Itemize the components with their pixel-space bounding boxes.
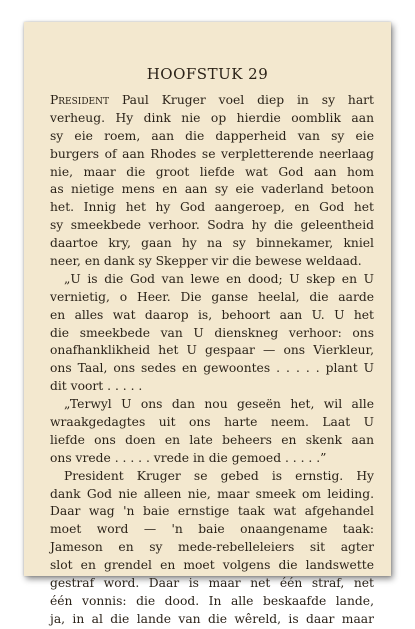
text-line: neer, en dank sy Skepper vir die bewese weldaad. — [50, 254, 362, 269]
chapter-heading: HOOFSTUK 29 — [146, 65, 269, 83]
text-line: dank God nie alleen nie, maar smeek om leiding. — [50, 486, 374, 501]
text-line: nie, maar die groot liefde wat God aan hom — [50, 164, 374, 179]
text-line: President Kruger se gebed is ernstig. Hy — [64, 468, 374, 483]
book-page — [24, 22, 391, 626]
text-line: verheug. Hy dink nie op hierdie oomblik aan — [50, 110, 374, 125]
text-line: vernietig, o Heer. Die ganse heelal, die aarde — [50, 289, 374, 304]
text-line: slot en grendel en moet volgens die landswette — [50, 558, 374, 573]
text-line: het. Innig het hy God aangeroep, en God het — [50, 200, 374, 215]
text-line: dit voort . . . . . — [50, 379, 143, 394]
text-line-first — [50, 92, 374, 110]
text-line: één vonnis: die dood. In alle beskaafde lande, — [50, 593, 374, 608]
text-line: as nietige mens en aan sy eie vaderland betoon — [50, 182, 374, 197]
text-line: onafhanklikheid het U gespaar — ons Vierkleur, — [50, 343, 374, 358]
text-line: liefde ons doen en late beheers en skenk aan — [50, 432, 374, 447]
text-line: burgers of aan Rhodes se verpletterende neerlaag — [50, 146, 374, 161]
text-line: „U is die God van lewe en dood; U skep en U — [64, 271, 374, 286]
text-line-first-rest: Paul Kruger voel diep in sy hart — [121, 93, 374, 107]
text-line: moet word — 'n baie onaangename taak: — [50, 522, 374, 537]
text-lines — [50, 110, 374, 629]
text-line: gestraf word. Daar is maar net één straf, net — [50, 576, 374, 591]
text-line: ons Taal, ons sedes en gewoontes . . . . . plant U — [50, 361, 374, 376]
text-line: sy eie roem, aan die dapperheid van sy eie — [50, 128, 374, 143]
text-line: Daar wag 'n baie ernstige taak wat afgehandel — [50, 504, 374, 519]
page-body-text — [50, 92, 374, 629]
text-line: sy smeekbede verhoor. Sodra hy die geleentheid — [50, 218, 374, 233]
text-line: ja, in al die lande van die wêreld, is daar maar — [50, 611, 374, 626]
first-word: President — [50, 93, 110, 107]
text-line: „Terwyl U ons dan nou geseën het, wil alle — [64, 397, 374, 412]
text-line: Jameson en sy mede-rebelleleiers sit agter — [50, 540, 374, 555]
text-line: die smeekbede van U dienskneg verhoor: ons — [50, 325, 374, 340]
text-line: wraakgedagtes uit ons harte neem. Laat U — [50, 415, 374, 430]
text-line: daartoe kry, gaan hy na sy binnekamer, kniel — [50, 236, 374, 251]
text-line: ons vrede . . . . . vrede in die gemoed . . . . .” — [50, 450, 327, 465]
text-line: en alles wat daarop is, behoort aan U. U het — [50, 307, 374, 322]
